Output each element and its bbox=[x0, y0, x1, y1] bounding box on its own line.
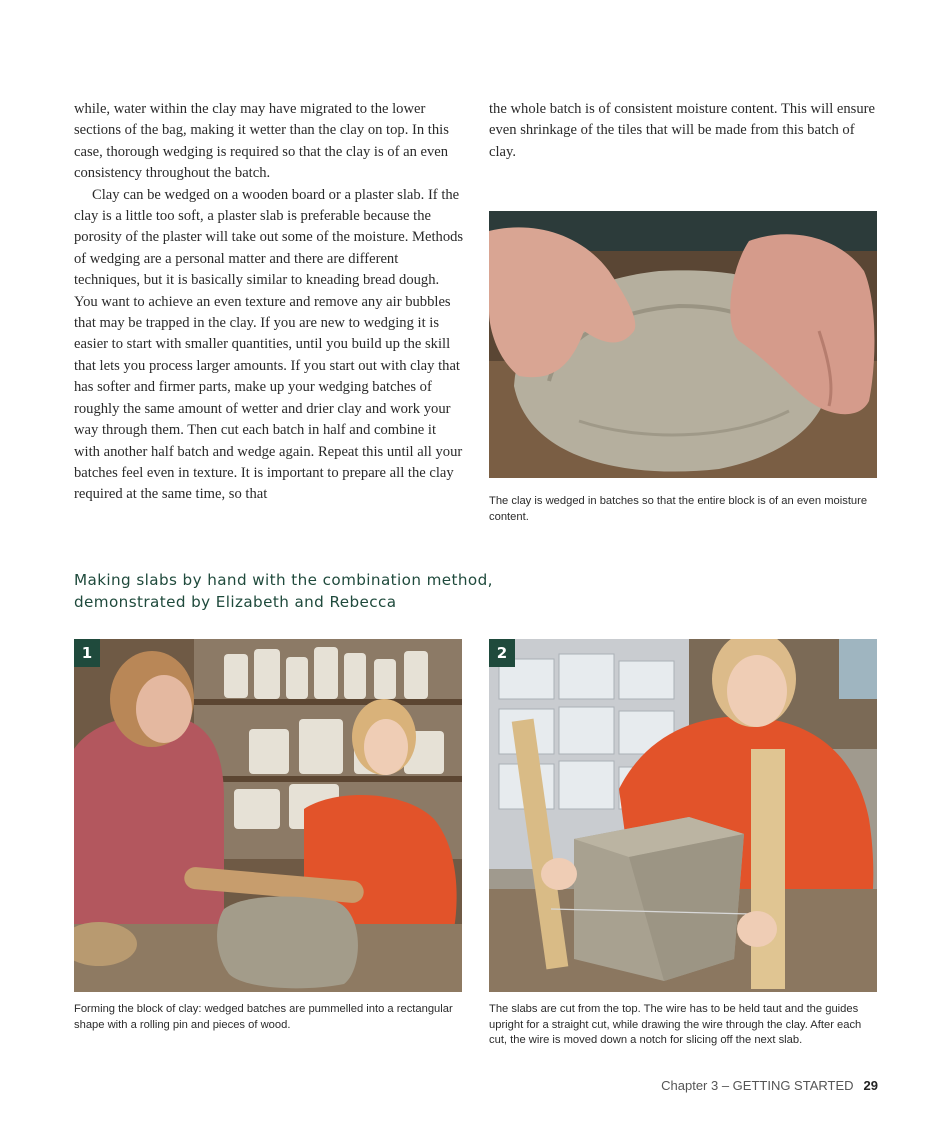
page-footer bbox=[661, 1078, 878, 1093]
step-1-illustration bbox=[74, 639, 462, 992]
step-2-illustration bbox=[489, 639, 877, 992]
paragraph: Clay can be wedged on a wooden board or a plaster slab. If the clay is a little too soft, a plaster slab is preferable because the porosity of the plaster will take out some of the moisture. Methods of wedging are a personal matter and there are different techniques, but it is basically similar to kneading bread dough. You want to achieve an even texture and remove any air bubbles that may be trapped in the clay. If you are new to wedging it is easier to start with smaller quantities, until you build up the skill that lets you process larger amounts. If you start out with clay that has softer and firmer parts, make up your wedging batches of roughly the same amount of wetter and drier clay and work your way through them. Then cut each batch in half and combine it with another half batch and wedge again. Repeat this until all your batches feel even in texture. It is important to prepare all the clay required at the same time, so that bbox=[74, 186, 464, 503]
body-text-left-column bbox=[74, 99, 464, 506]
step-badge-2: 2 bbox=[489, 639, 515, 667]
figure-caption-step-2: The slabs are cut from the top. The wire has to be held taut and the guides upright for a straight cut, while drawing the wire through the clay. After each cut, the wire is moved down a notch for slicing off the next slab. bbox=[489, 1003, 862, 1047]
page-number: 29 bbox=[863, 1078, 878, 1093]
paragraph: while, water within the clay may have migrated to the lower sections of the bag, making it wetter than the clay on top. In this case, thorough wedging is required so that the clay is of an even consistency throughout the batch. bbox=[74, 101, 449, 182]
chapter-label: Chapter 3 – GETTING STARTED bbox=[661, 1078, 854, 1093]
section-title: Making slabs by hand with the combination method, demonstrated by Elizabeth and Rebecca bbox=[74, 571, 493, 611]
step-badge-1: 1 bbox=[74, 639, 100, 667]
figure-caption-wedging: The clay is wedged in batches so that the entire block is of an even moisture content. bbox=[489, 495, 868, 523]
photo-step-2 bbox=[489, 639, 877, 992]
figure-caption-step-1: Forming the block of clay: wedged batches are pummelled into a rectangular shape with a rolling pin and pieces of wood. bbox=[74, 1003, 453, 1031]
paragraph: the whole batch is of consistent moisture content. This will ensure even shrinkage of the tiles that will be made from this batch of clay. bbox=[489, 101, 875, 160]
photo-step-1 bbox=[74, 639, 462, 992]
body-text-right-column bbox=[489, 99, 879, 163]
photo-wedging-clay bbox=[489, 211, 877, 478]
wedging-illustration bbox=[489, 211, 877, 478]
